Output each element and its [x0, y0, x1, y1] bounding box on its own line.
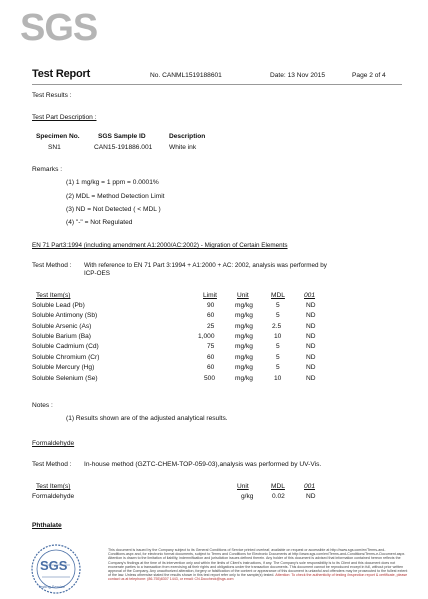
formaldehyde-heading: Formaldehyde: [32, 440, 75, 447]
table-cell: ND: [306, 323, 316, 330]
table-cell: ND: [306, 333, 316, 340]
remark-item: (4) "-" = Not Regulated: [66, 219, 133, 226]
table-cell: 500: [204, 375, 216, 382]
table-cell: mg/kg: [235, 364, 253, 371]
table-cell: g/kg: [241, 493, 254, 500]
table-cell: 2.5: [272, 323, 282, 330]
table-cell: 5: [276, 364, 280, 371]
table-cell: mg/kg: [235, 333, 253, 340]
remark-item: (2) MDL = Method Detection Limit: [66, 193, 165, 200]
phthalate-heading: Phthalate: [32, 522, 62, 529]
sample-id-header: SGS Sample ID: [98, 133, 146, 140]
table-cell: 10: [274, 375, 282, 382]
migration-method-text-cont: ICP-OES: [84, 270, 110, 277]
test-results-label: Test Results :: [32, 92, 72, 99]
table-cell: ND: [306, 312, 316, 319]
report-title: Test Report: [32, 68, 91, 80]
table-cell: Soluble Mercury (Hg): [32, 364, 95, 371]
table-cell: mg/kg: [235, 354, 253, 361]
table-cell: ND: [306, 343, 316, 350]
disclaimer-text: This document is issued by the Company subject to its General Conditions of Service printed overleaf, available on request or accessible at http://www.sgs.com/en/Terms-and-Conditions.aspx and, for electronic format documents, subject to Terms and Conditions for Electronic Documents at http://www.sgs.com/en/Terms-and-Conditions/Terms-e-Document.aspx. Attention is drawn to the limitation of liability, indemnification and jurisdiction issues defined therein. Any holder of this document is advised that information contained hereon reflects the Company's findings at the time of its intervention only and within the limits of Client's instructions, if any. The Company's sole responsibility is to its Client and this document does not exonerate parties to a transaction from exercising all their rights and obligations under the transaction documents. This document cannot be reproduced except in full, without prior written approval of the Company. Any unauthorized alteration, forgery or falsification of the content or appearance of this document is unlawful and offenders may be prosecuted to the fullest extent of the law. Unless otherwise stated the results shown in this test report refer only to the sample(s) tested.: [108, 548, 408, 578]
table-cell: Soluble Selenium (Se): [32, 375, 98, 382]
table-cell: 60: [207, 354, 215, 361]
formaldehyde-method-label: Test Method :: [32, 461, 72, 468]
table-cell: 10: [274, 333, 282, 340]
migration-heading: EN 71 Part3:1994 (including amendment A1:2000/AC:2002) - Migration of Certain Elements: [32, 242, 288, 249]
table-cell: Soluble Cadmium (Cd): [32, 343, 99, 350]
sgs-logo: [18, 6, 98, 49]
notes-label: Notes :: [32, 402, 53, 409]
table-cell: 90: [207, 302, 215, 309]
table-cell: Soluble Arsenic (As): [32, 323, 92, 330]
svg-text:SGS: SGS: [20, 7, 98, 49]
table-cell: 5: [276, 354, 280, 361]
specimen-no: SN1: [48, 144, 61, 151]
migration-method-label: Test Method :: [32, 262, 72, 269]
header-divider: [32, 84, 402, 85]
table-cell: Formaldehyde: [32, 493, 75, 500]
table-cell: 1,000: [198, 333, 215, 340]
col-001: 001: [304, 483, 316, 490]
footer-disclaimer: [108, 548, 410, 582]
table-cell: ND: [306, 364, 316, 371]
col-test-items: Test Item(s): [36, 483, 71, 490]
remark-item: (3) ND = Not Detected ( < MDL ): [66, 206, 161, 213]
table-cell: 5: [276, 302, 280, 309]
table-cell: mg/kg: [235, 323, 253, 330]
table-cell: 60: [207, 312, 215, 319]
table-cell: 60: [207, 364, 215, 371]
test-part-description-label: Test Part Description :: [32, 114, 97, 121]
table-cell: Soluble Antimony (Sb): [32, 312, 98, 319]
col-limit: Limit: [203, 292, 217, 299]
table-cell: 0.02: [272, 493, 285, 500]
table-cell: Soluble Barium (Ba): [32, 333, 92, 340]
note-item: (1) Results shown are of the adjusted analytical results.: [66, 415, 228, 422]
table-cell: 5: [276, 312, 280, 319]
specimen-header: Specimen No.: [36, 133, 80, 140]
page-number: Page 2 of 4: [352, 72, 386, 79]
col-test-items: Test Item(s): [36, 292, 71, 299]
remark-item: (1) 1 mg/kg = 1 ppm = 0.0001%: [66, 179, 159, 186]
table-cell: mg/kg: [235, 302, 253, 309]
table-cell: ND: [306, 354, 316, 361]
col-unit: Unit: [237, 292, 249, 299]
report-date: Date: 13 Nov 2015: [270, 72, 325, 79]
table-cell: mg/kg: [235, 343, 253, 350]
table-cell: ND: [306, 493, 316, 500]
table-cell: Soluble Lead (Pb): [32, 302, 85, 309]
migration-method-text: With reference to EN 71 Part 3:1994 + A1:2000 + AC: 2002, analysis was performed by: [84, 262, 327, 269]
table-cell: ND: [306, 302, 316, 309]
attention-text: Attention: To check the authenticity of testing /inspection report & certificate, please contact us at telephone: (86-755)8307 1443, or email: CN.Doccheck@sgs.com: [108, 573, 408, 582]
remarks-label: Remarks :: [32, 166, 63, 173]
col-mdl: MDL: [271, 292, 285, 299]
description: White ink: [169, 144, 197, 151]
sample-id: CAN15-191886.001: [94, 144, 153, 151]
table-cell: 75: [207, 343, 215, 350]
stamp-caption: Testing Service: [38, 584, 66, 589]
report-number: No. CANML1519188601: [150, 72, 222, 79]
table-cell: mg/kg: [235, 312, 253, 319]
description-header: Description: [169, 133, 206, 140]
table-cell: 25: [207, 323, 215, 330]
table-cell: mg/kg: [235, 375, 253, 382]
table-cell: 5: [276, 343, 280, 350]
formaldehyde-method-text: In-house method (GZTC-CHEM-TOP-059-03),analysis was performed by UV-Vis.: [84, 461, 322, 468]
table-cell: Soluble Chromium (Cr): [32, 354, 100, 361]
col-001: 001: [304, 292, 316, 299]
stamp-text: SGS: [40, 558, 68, 573]
col-mdl: MDL: [271, 483, 285, 490]
table-cell: ND: [306, 375, 316, 382]
col-unit: Unit: [237, 483, 249, 490]
